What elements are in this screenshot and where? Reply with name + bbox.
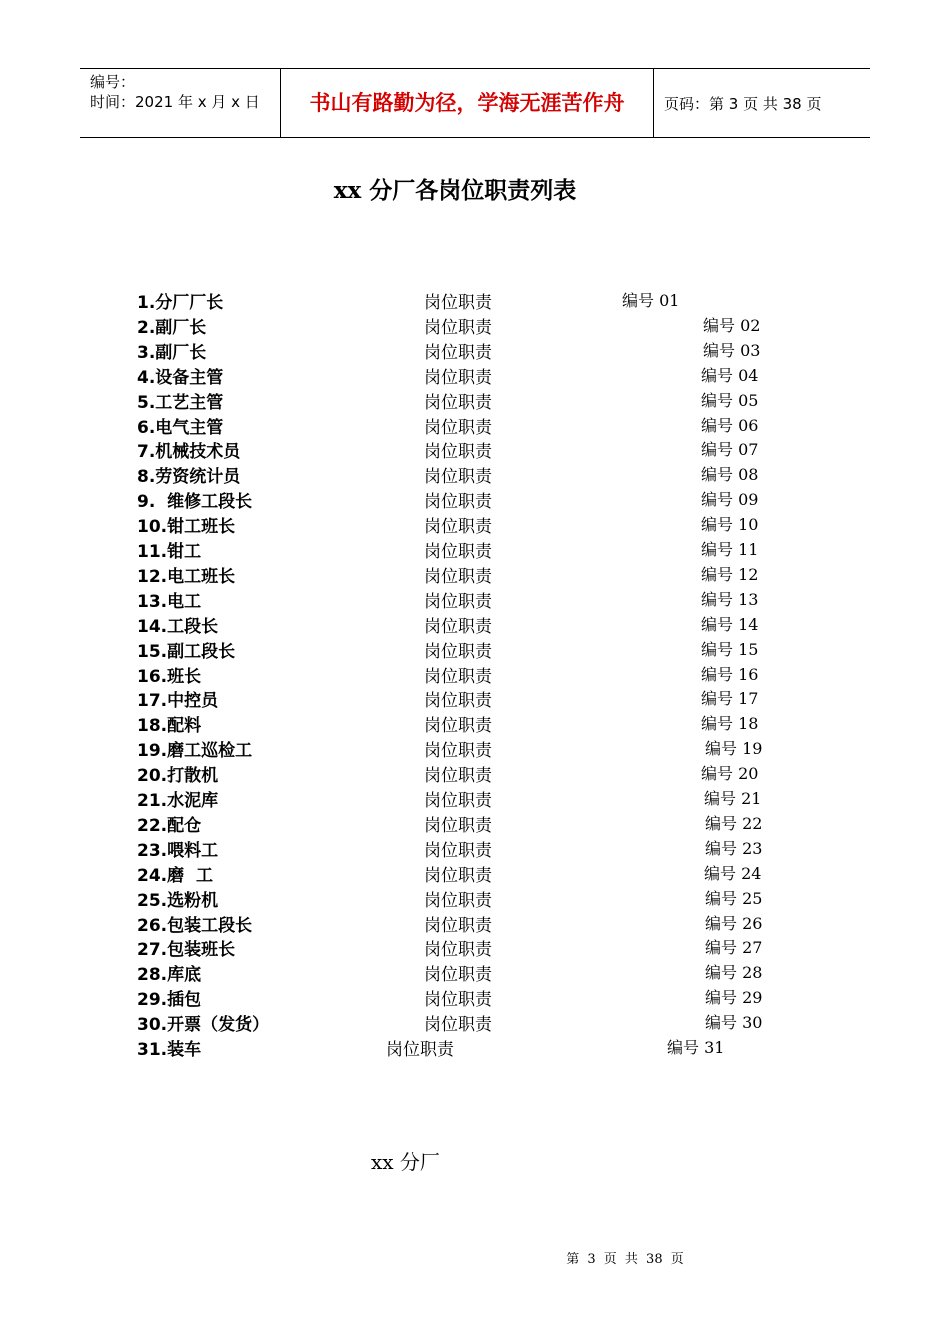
position-duty: 岗位职责	[424, 890, 492, 911]
position-name: 10.钳工班长	[137, 517, 236, 538]
list-item	[0, 363, 950, 388]
position-duty: 岗位职责	[386, 1040, 454, 1060]
position-code: 编号 24	[704, 863, 762, 883]
position-duty: 岗位职责	[424, 591, 492, 612]
position-name: 4.设备主管	[137, 367, 224, 388]
position-duty: 岗位职责	[424, 293, 492, 313]
position-name: 14.工段长	[137, 616, 219, 637]
position-name: 3.副厂长	[137, 342, 207, 363]
list-item	[0, 836, 950, 861]
list-item	[0, 562, 950, 587]
list-item	[0, 935, 950, 960]
list-item	[0, 711, 950, 736]
position-name: 24.磨 工	[137, 865, 213, 886]
list-item	[0, 786, 950, 811]
position-code: 编号 09	[701, 490, 759, 510]
list-item	[0, 462, 950, 487]
list-item	[0, 1010, 950, 1035]
position-name: 28.库底	[137, 965, 202, 986]
position-code: 编号 30	[705, 1013, 763, 1033]
position-code: 编号 10	[701, 515, 759, 535]
position-duty: 岗位职责	[424, 815, 492, 836]
position-name: 21.水泥库	[137, 791, 219, 811]
position-name: 19.磨工巡检工	[137, 741, 253, 762]
position-code: 编号 01	[622, 291, 680, 310]
position-code: 编号 06	[701, 415, 759, 435]
position-name: 22.配仓	[137, 815, 202, 836]
position-code: 编号 23	[705, 838, 763, 858]
position-duty: 岗位职责	[424, 417, 492, 438]
position-code: 编号 21	[704, 789, 762, 808]
position-code: 编号 14	[701, 614, 759, 634]
position-duty: 岗位职责	[424, 517, 492, 538]
position-code: 编号 22	[705, 813, 763, 833]
position-duty: 岗位职责	[424, 442, 492, 463]
position-name: 7.机械技术员	[137, 442, 241, 463]
position-code: 编号 02	[703, 315, 761, 335]
list-item	[0, 537, 950, 562]
list-item	[0, 960, 950, 985]
position-name: 29.插包	[137, 990, 202, 1011]
list-item	[0, 662, 950, 687]
position-code: 编号 17	[701, 689, 759, 709]
position-duty: 岗位职责	[424, 1015, 492, 1036]
position-code: 编号 19	[705, 739, 763, 759]
list-item	[0, 911, 950, 936]
list-item	[0, 811, 950, 836]
list-item	[0, 886, 950, 911]
position-duty: 岗位职责	[424, 791, 492, 811]
position-code: 编号 31	[667, 1038, 725, 1057]
position-name: 23.喂料工	[137, 840, 219, 861]
position-name: 5.工艺主管	[137, 392, 224, 413]
position-duty: 岗位职责	[424, 342, 492, 363]
list-item	[0, 288, 950, 313]
position-name: 18.配料	[137, 716, 202, 737]
position-code: 编号 29	[705, 988, 763, 1008]
position-duty: 岗位职责	[424, 840, 492, 861]
position-name: 13.电工	[137, 591, 202, 612]
position-name: 17.中控员	[137, 691, 219, 712]
list-item	[0, 512, 950, 537]
position-duty: 岗位职责	[424, 716, 492, 737]
position-name: 16.班长	[137, 666, 202, 687]
header-motto: 书山有路勤为径，学海无涯苦作舟	[280, 69, 654, 137]
position-duty: 岗位职责	[424, 392, 492, 413]
position-duty: 岗位职责	[424, 691, 492, 712]
position-code: 编号 12	[701, 564, 759, 584]
position-name: 20.打散机	[137, 766, 219, 787]
list-item	[0, 587, 950, 612]
document-title: xx 分厂各岗位职责列表	[333, 177, 577, 204]
position-name: 31.装车	[137, 1040, 202, 1060]
position-name: 25.选粉机	[137, 890, 219, 911]
position-duty: 岗位职责	[424, 641, 492, 662]
position-name: 6.电气主管	[137, 417, 224, 438]
list-item	[0, 761, 950, 786]
position-duty: 岗位职责	[424, 317, 492, 338]
position-duty: 岗位职责	[424, 666, 492, 687]
position-code: 编号 18	[701, 714, 759, 734]
list-item	[0, 1035, 950, 1060]
position-code: 编号 08	[701, 465, 759, 485]
list-item	[0, 612, 950, 637]
position-name: 30.开票（发货）	[137, 1015, 270, 1036]
time-label: 时间：2021 年 x 月 x 日	[90, 93, 260, 111]
header-page-info: 页码：第 3 页 共 38 页	[664, 94, 822, 113]
position-name: 8.劳资统计员	[137, 467, 241, 488]
position-duty: 岗位职责	[424, 467, 492, 488]
position-code: 编号 16	[701, 664, 759, 684]
position-duty: 岗位职责	[424, 965, 492, 986]
list-item	[0, 637, 950, 662]
position-code: 编号 05	[701, 390, 759, 410]
position-duty: 岗位职责	[424, 566, 492, 587]
position-name: 26.包装工段长	[137, 915, 253, 936]
list-item	[0, 487, 950, 512]
position-code: 编号 20	[701, 764, 759, 784]
position-name: 1.分厂厂长	[137, 293, 224, 313]
position-name: 9. 维修工段长	[137, 492, 253, 513]
position-name: 12.电工班长	[137, 566, 236, 587]
position-duty: 岗位职责	[424, 741, 492, 762]
position-duty: 岗位职责	[424, 542, 492, 562]
list-item	[0, 338, 950, 363]
position-code: 编号 27	[705, 938, 763, 958]
position-duty: 岗位职责	[424, 367, 492, 388]
position-name: 2.副厂长	[137, 317, 207, 338]
position-duty: 岗位职责	[424, 865, 492, 886]
position-code: 编号 13	[701, 589, 759, 609]
position-code: 编号 25	[705, 888, 763, 908]
position-duty: 岗位职责	[424, 766, 492, 787]
list-item	[0, 313, 950, 338]
list-item	[0, 437, 950, 462]
position-code: 编号 03	[703, 340, 761, 360]
list-item	[0, 861, 950, 886]
position-name: 27.包装班长	[137, 940, 236, 961]
position-code: 编号 26	[705, 913, 763, 933]
number-label: 编号：	[90, 73, 136, 91]
signature: xx 分厂	[371, 1150, 440, 1174]
list-item	[0, 686, 950, 711]
position-name: 11.钳工	[137, 542, 202, 562]
position-code: 编号 15	[701, 639, 759, 659]
position-duty: 岗位职责	[424, 616, 492, 637]
position-duty: 岗位职责	[424, 915, 492, 936]
page-header	[80, 68, 870, 138]
position-code: 编号 04	[701, 365, 759, 385]
position-code: 编号 07	[701, 440, 759, 460]
position-code: 编号 28	[705, 963, 763, 983]
list-item	[0, 985, 950, 1010]
list-item	[0, 736, 950, 761]
position-duty: 岗位职责	[424, 990, 492, 1011]
header-meta	[80, 69, 280, 137]
page-footer: 第 3 页 共 38 页	[566, 1252, 684, 1267]
position-code: 编号 11	[701, 540, 759, 559]
list-item	[0, 413, 950, 438]
position-duty: 岗位职责	[424, 492, 492, 513]
position-name: 15.副工段长	[137, 641, 236, 662]
list-item	[0, 388, 950, 413]
position-duty: 岗位职责	[424, 940, 492, 961]
